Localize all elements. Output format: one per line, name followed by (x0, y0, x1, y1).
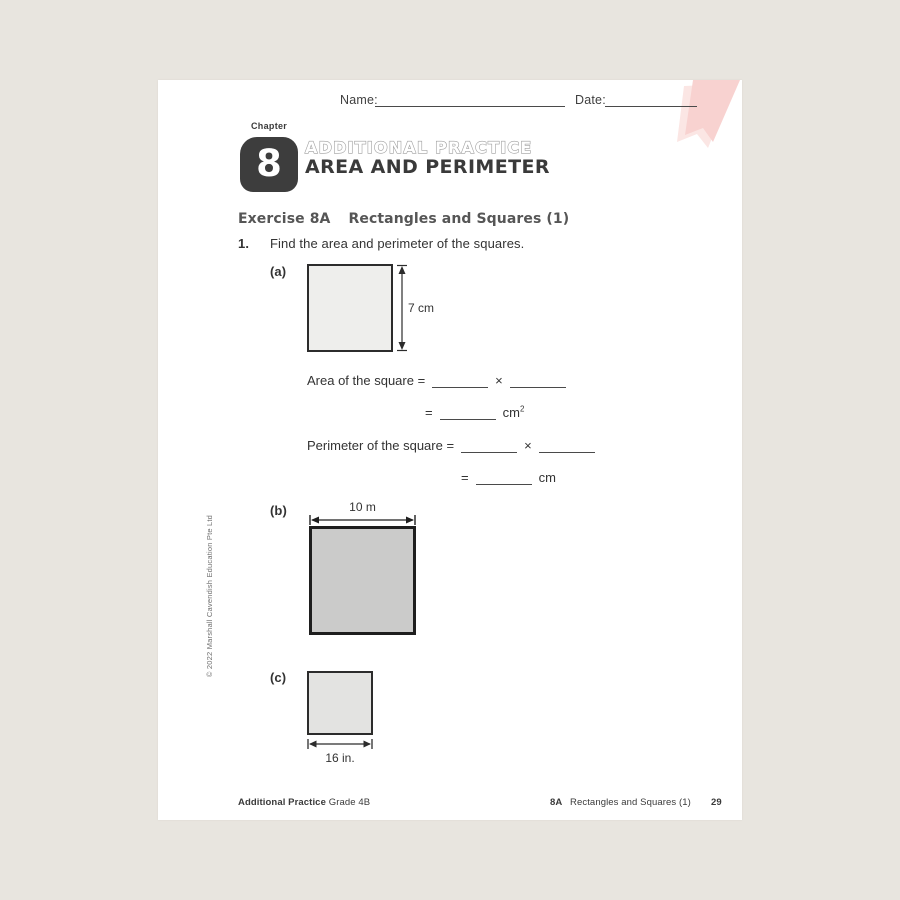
part-b-label: (b) (270, 503, 287, 518)
name-line (375, 91, 565, 107)
part-c-label: (c) (270, 670, 287, 685)
perimeter-unit: cm (538, 470, 556, 485)
footer-section: 8A (550, 797, 563, 808)
perimeter-equation-label: Perimeter of the square = (307, 438, 455, 453)
name-label: Name: (340, 93, 378, 107)
area-equation-label: Area of the square = (307, 373, 426, 388)
answer-blank (432, 373, 488, 388)
copyright-sidebar: © 2022 Marshall Cavendish Education Pte Ltd (205, 514, 214, 678)
dimension-label-b: 10 m (349, 500, 376, 514)
exercise-label: Exercise 8A (238, 211, 331, 227)
exercise-title: Rectangles and Squares (1) (348, 211, 570, 227)
square-a (307, 264, 393, 352)
footer-left (238, 797, 370, 808)
perimeter-equation-row (307, 436, 595, 453)
footer-section-title: Rectangles and Squares (1) (570, 797, 691, 808)
question-number: 1. (238, 236, 250, 251)
height-arrow-a (395, 264, 409, 352)
footer-page-number: 29 (711, 797, 722, 808)
chapter-label: Chapter (251, 121, 288, 131)
times-sign: × (524, 438, 532, 453)
answer-blank (440, 405, 496, 420)
answer-blank (461, 438, 517, 453)
square-c (307, 671, 373, 735)
footer-series: Additional Practice (238, 797, 326, 808)
part-a-label: (a) (270, 264, 287, 279)
squared-exponent: 2 (519, 404, 525, 414)
chapter-title-main: AREA AND PERIMETER (305, 156, 550, 178)
dimension-label-a: 7 cm (408, 301, 435, 315)
date-label: Date: (575, 93, 606, 107)
area-unit: $cm^2$ (502, 404, 525, 420)
area-result-row (425, 403, 524, 420)
chapter-title-outline: ADDITIONAL PRACTICE (305, 138, 533, 157)
chapter-badge (240, 137, 298, 192)
footer-grade: Grade 4B (328, 797, 371, 808)
width-arrow-b (309, 514, 416, 526)
date-line (605, 91, 697, 107)
answer-blank (539, 438, 595, 453)
equals-sign: = (461, 470, 469, 485)
dimension-label-c: 16 in. (325, 751, 355, 765)
times-sign: × (495, 373, 503, 388)
equals-sign: = (425, 405, 433, 420)
worksheet-page (158, 80, 742, 820)
answer-blank (476, 470, 532, 485)
width-arrow-c (307, 738, 373, 750)
exercise-heading (238, 211, 569, 227)
square-b (309, 526, 416, 635)
question-text: Find the area and perimeter of the squares. (270, 236, 525, 251)
chapter-number: 8 (256, 142, 282, 185)
area-equation-row (307, 371, 566, 388)
perimeter-result-row (461, 468, 556, 485)
answer-blank (510, 373, 566, 388)
